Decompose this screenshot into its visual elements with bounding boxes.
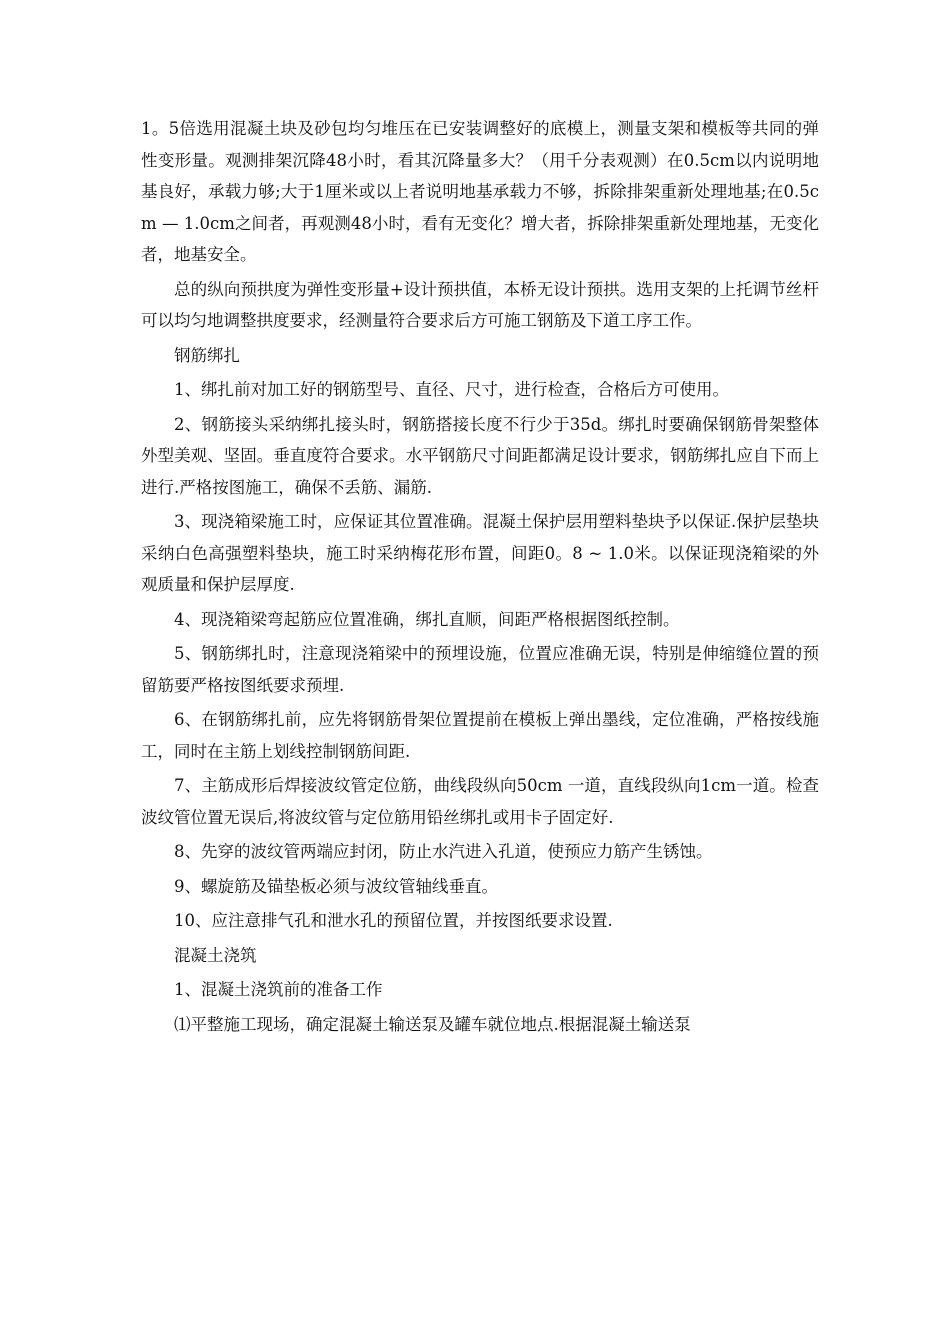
list-item-rebar-8: 8、先穿的波纹管两端应封闭，防止水汽进入孔道，使预应力筋产生锈蚀。: [174, 842, 713, 861]
list-item-rebar-6: 6、在钢筋绑扎前，应先将钢筋骨架位置提前在模板上弹出墨线，定位准确，严格按线施工，同时在主筋上划线控制钢筋间距.: [141, 710, 819, 761]
list-item-rebar-10: 10、应注意排气孔和泄水孔的预留位置，并按图纸要求设置.: [174, 911, 613, 930]
list-item-rebar-5: 5、钢筋绑扎时，注意现浇箱梁中的预埋设施，位置应准确无误，特别是伸缩缝位置的预留筋要严格按图纸要求预埋.: [141, 644, 819, 695]
list-item-rebar-7: 7、主筋成形后焊接波纹管定位筋，曲线段纵向50cm 一道，直线段纵向1cm一道。检查波纹管位置无误后,将波纹管与定位筋用铅丝绑扎或用卡子固定好.: [141, 776, 819, 827]
list-item-rebar-2: 2、钢筋接头采纳绑扎接头时，钢筋搭接长度不行少于35d。绑扎时要确保钢筋骨架整体外型美观、坚固。垂直度符合要求。水平钢筋尺寸间距都满足设计要求，钢筋绑扎应自下而上进行.严格按图施工，确保不丢筋、漏筋.: [141, 414, 819, 497]
section-heading-concrete: 混凝土浇筑: [174, 945, 257, 965]
list-item-rebar-3: 3、现浇箱梁施工时，应保证其位置准确。混凝土保护层用塑料垫块予以保证.保护层垫块采纳白色高强塑料垫块，施工时采纳梅花形布置，间距0。8 ~ 1.0米。以保证现浇箱梁的外观质量和保护层厚度.: [141, 512, 819, 594]
paragraph-camber: 总的纵向预拱度为弹性变形量+设计预拱值，本桥无设计预拱。选用支架的上托调节丝杆可以均匀地调整拱度要求，经测量符合要求后方可施工钢筋及下道工序工作。: [141, 279, 819, 330]
list-item-rebar-1: 1、绑扎前对加工好的钢筋型号、直径、尺寸，进行检查，合格后方可使用。: [174, 380, 729, 399]
list-item-rebar-4: 4、现浇箱梁弯起筋应位置准确，绑扎直顺，间距严格根据图纸控制。: [174, 609, 680, 629]
list-item-rebar-9: 9、螺旋筋及锚垫板必须与波纹管轴线垂直。: [174, 876, 498, 896]
document-page: [141, 113, 819, 1040]
list-item-concrete-1: 1、混凝土浇筑前的准备工作: [174, 980, 383, 999]
section-heading-rebar: 钢筋绑扎: [174, 345, 240, 365]
list-item-concrete-1-1: ⑴平整施工现场，确定混凝土输送泵及罐车就位地点.根据混凝土输送泵: [174, 1014, 691, 1034]
paragraph-preload-test: 1。5倍选用混凝土块及砂包均匀堆压在已安装调整好的底模上，测量支架和模板等共同的弹性变形量。观测排架沉降48小时，看其沉降量多大？（用千分表观测）在0.5cm以内说明地基良好，承载力够;大于1厘米或以上者说明地基承载力不够，拆除排架重新处理地基;在0.5cm — 1.0cm之间者，再观测48小时，看有无变化？增大者，拆除排架重新处理地基，无变化者，地基安全。: [141, 119, 819, 264]
